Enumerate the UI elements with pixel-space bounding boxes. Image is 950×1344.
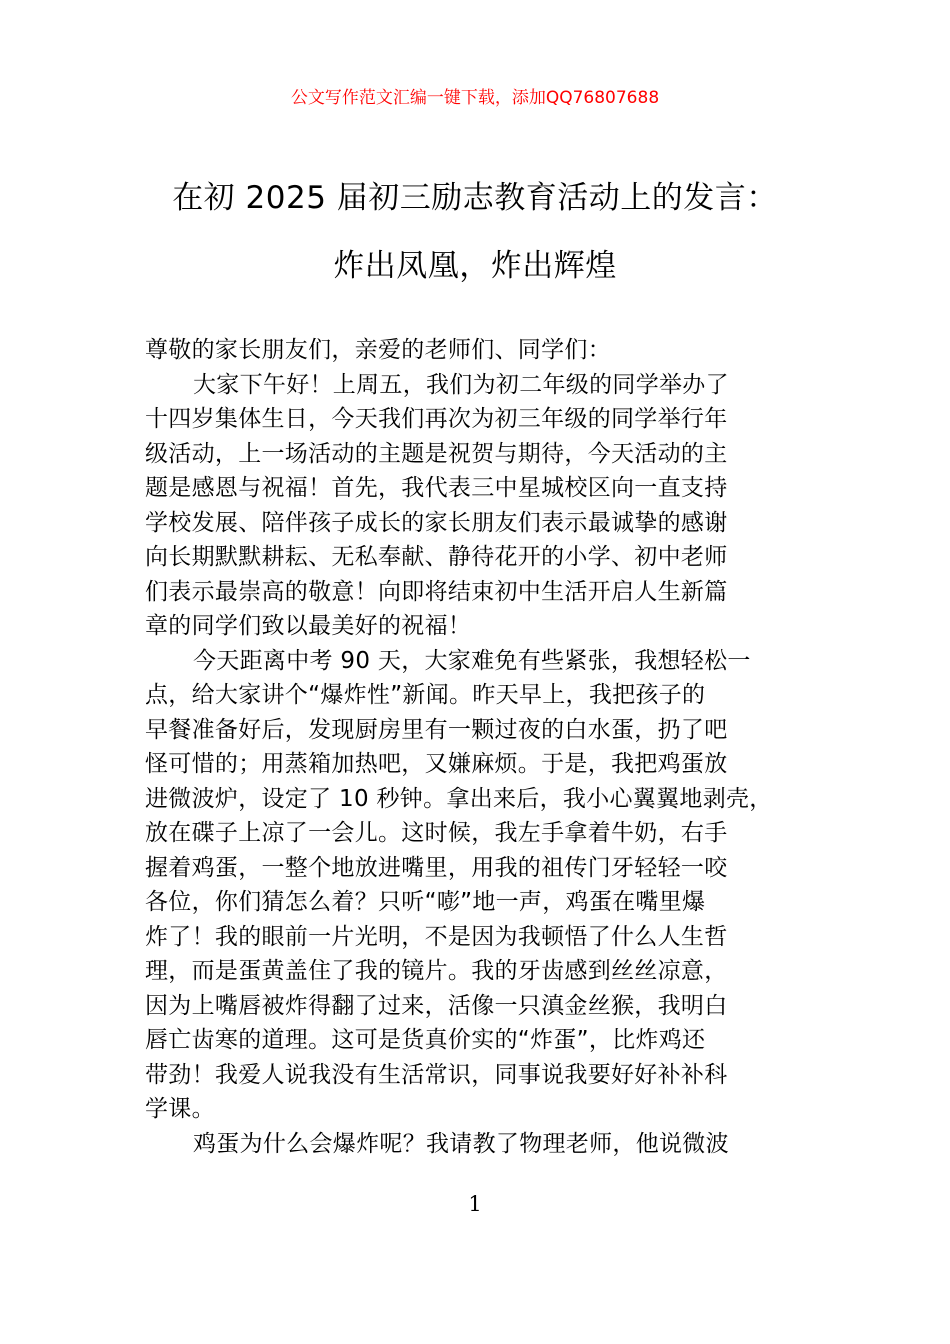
speech-title-line-2: 炸出凤凰，炸出辉煌 bbox=[333, 248, 617, 284]
speech-title-line-1: 在初 2025 届初三励志教育活动上的发言： bbox=[172, 180, 778, 216]
paragraph-line: 十四岁集体生日，今天我们再次为初三年级的同学举行年 bbox=[145, 406, 728, 432]
paragraph-line: 唇亡齿寒的道理。这可是货真价实的“炸蛋”，比炸鸡还 bbox=[145, 1027, 706, 1053]
salutation-line: 尊敬的家长朋友们，亲爱的老师们、同学们： bbox=[145, 337, 611, 363]
paragraph-line: 章的同学们致以最美好的祝福！ bbox=[145, 613, 472, 639]
paragraph-line: 因为上嘴唇被炸得翻了过来，活像一只滇金丝猴，我明白 bbox=[145, 992, 728, 1019]
speech-body bbox=[145, 333, 810, 1161]
paragraph-line: 鸡蛋为什么会爆炸呢？我请教了物理老师，他说微波 bbox=[193, 1130, 729, 1157]
paragraph-line: 进微波炉，设定了 10 秒钟。拿出来后，我小心翼翼地剥壳， bbox=[145, 785, 773, 812]
paragraph-line: 带劲！我爱人说我没有生活常识，同事说我要好好补补科 bbox=[145, 1061, 728, 1088]
page-number: 1 bbox=[468, 1192, 482, 1216]
download-notice: 公文写作范文汇编一键下载，添加QQ76807688 bbox=[290, 88, 660, 108]
paragraph-line: 大家下午好！上周五，我们为初二年级的同学举办了 bbox=[193, 371, 729, 398]
paragraph-line: 理，而是蛋黄盖住了我的镜片。我的牙齿感到丝丝凉意， bbox=[145, 958, 728, 984]
paragraph-line: 向长期默默耕耘、无私奉献、静待花开的小学、初中老师 bbox=[145, 544, 728, 570]
paragraph-line: 学课。 bbox=[145, 1096, 215, 1122]
paragraph-line: 今天距离中考 90 天，大家难免有些紧张，我想轻松一 bbox=[193, 647, 751, 674]
paragraph-line: 点，给大家讲个“爆炸性”新闻。昨天早上，我把孩子的 bbox=[145, 682, 706, 708]
paragraph-line: 级活动，上一场活动的主题是祝贺与期待，今天活动的主 bbox=[145, 440, 728, 467]
paragraph-line: 放在碟子上凉了一会儿。这时候，我左手拿着牛奶，右手 bbox=[145, 820, 728, 846]
paragraph-line: 们表示最崇高的敬意！向即将结束初中生活开启人生新篇 bbox=[145, 578, 728, 605]
paragraph-line: 炸了！我的眼前一片光明，不是因为我顿悟了什么人生哲 bbox=[145, 923, 728, 950]
paragraph-line: 握着鸡蛋，一整个地放进嘴里，用我的祖传门牙轻轻一咬 bbox=[145, 854, 728, 881]
paragraph-line: 早餐准备好后，发现厨房里有一颗过夜的白水蛋，扔了吧 bbox=[145, 716, 728, 743]
paragraph-line: 题是感恩与祝福！首先，我代表三中星城校区向一直支持 bbox=[145, 475, 728, 501]
paragraph-line: 怪可惜的；用蒸箱加热吧，又嫌麻烦。于是，我把鸡蛋放 bbox=[145, 751, 728, 777]
paragraph-line: 学校发展、陪伴孩子成长的家长朋友们表示最诚挚的感谢 bbox=[145, 509, 728, 536]
paragraph-line: 各位，你们猜怎么着？只听“嘭”地一声，鸡蛋在嘴里爆 bbox=[145, 889, 706, 915]
